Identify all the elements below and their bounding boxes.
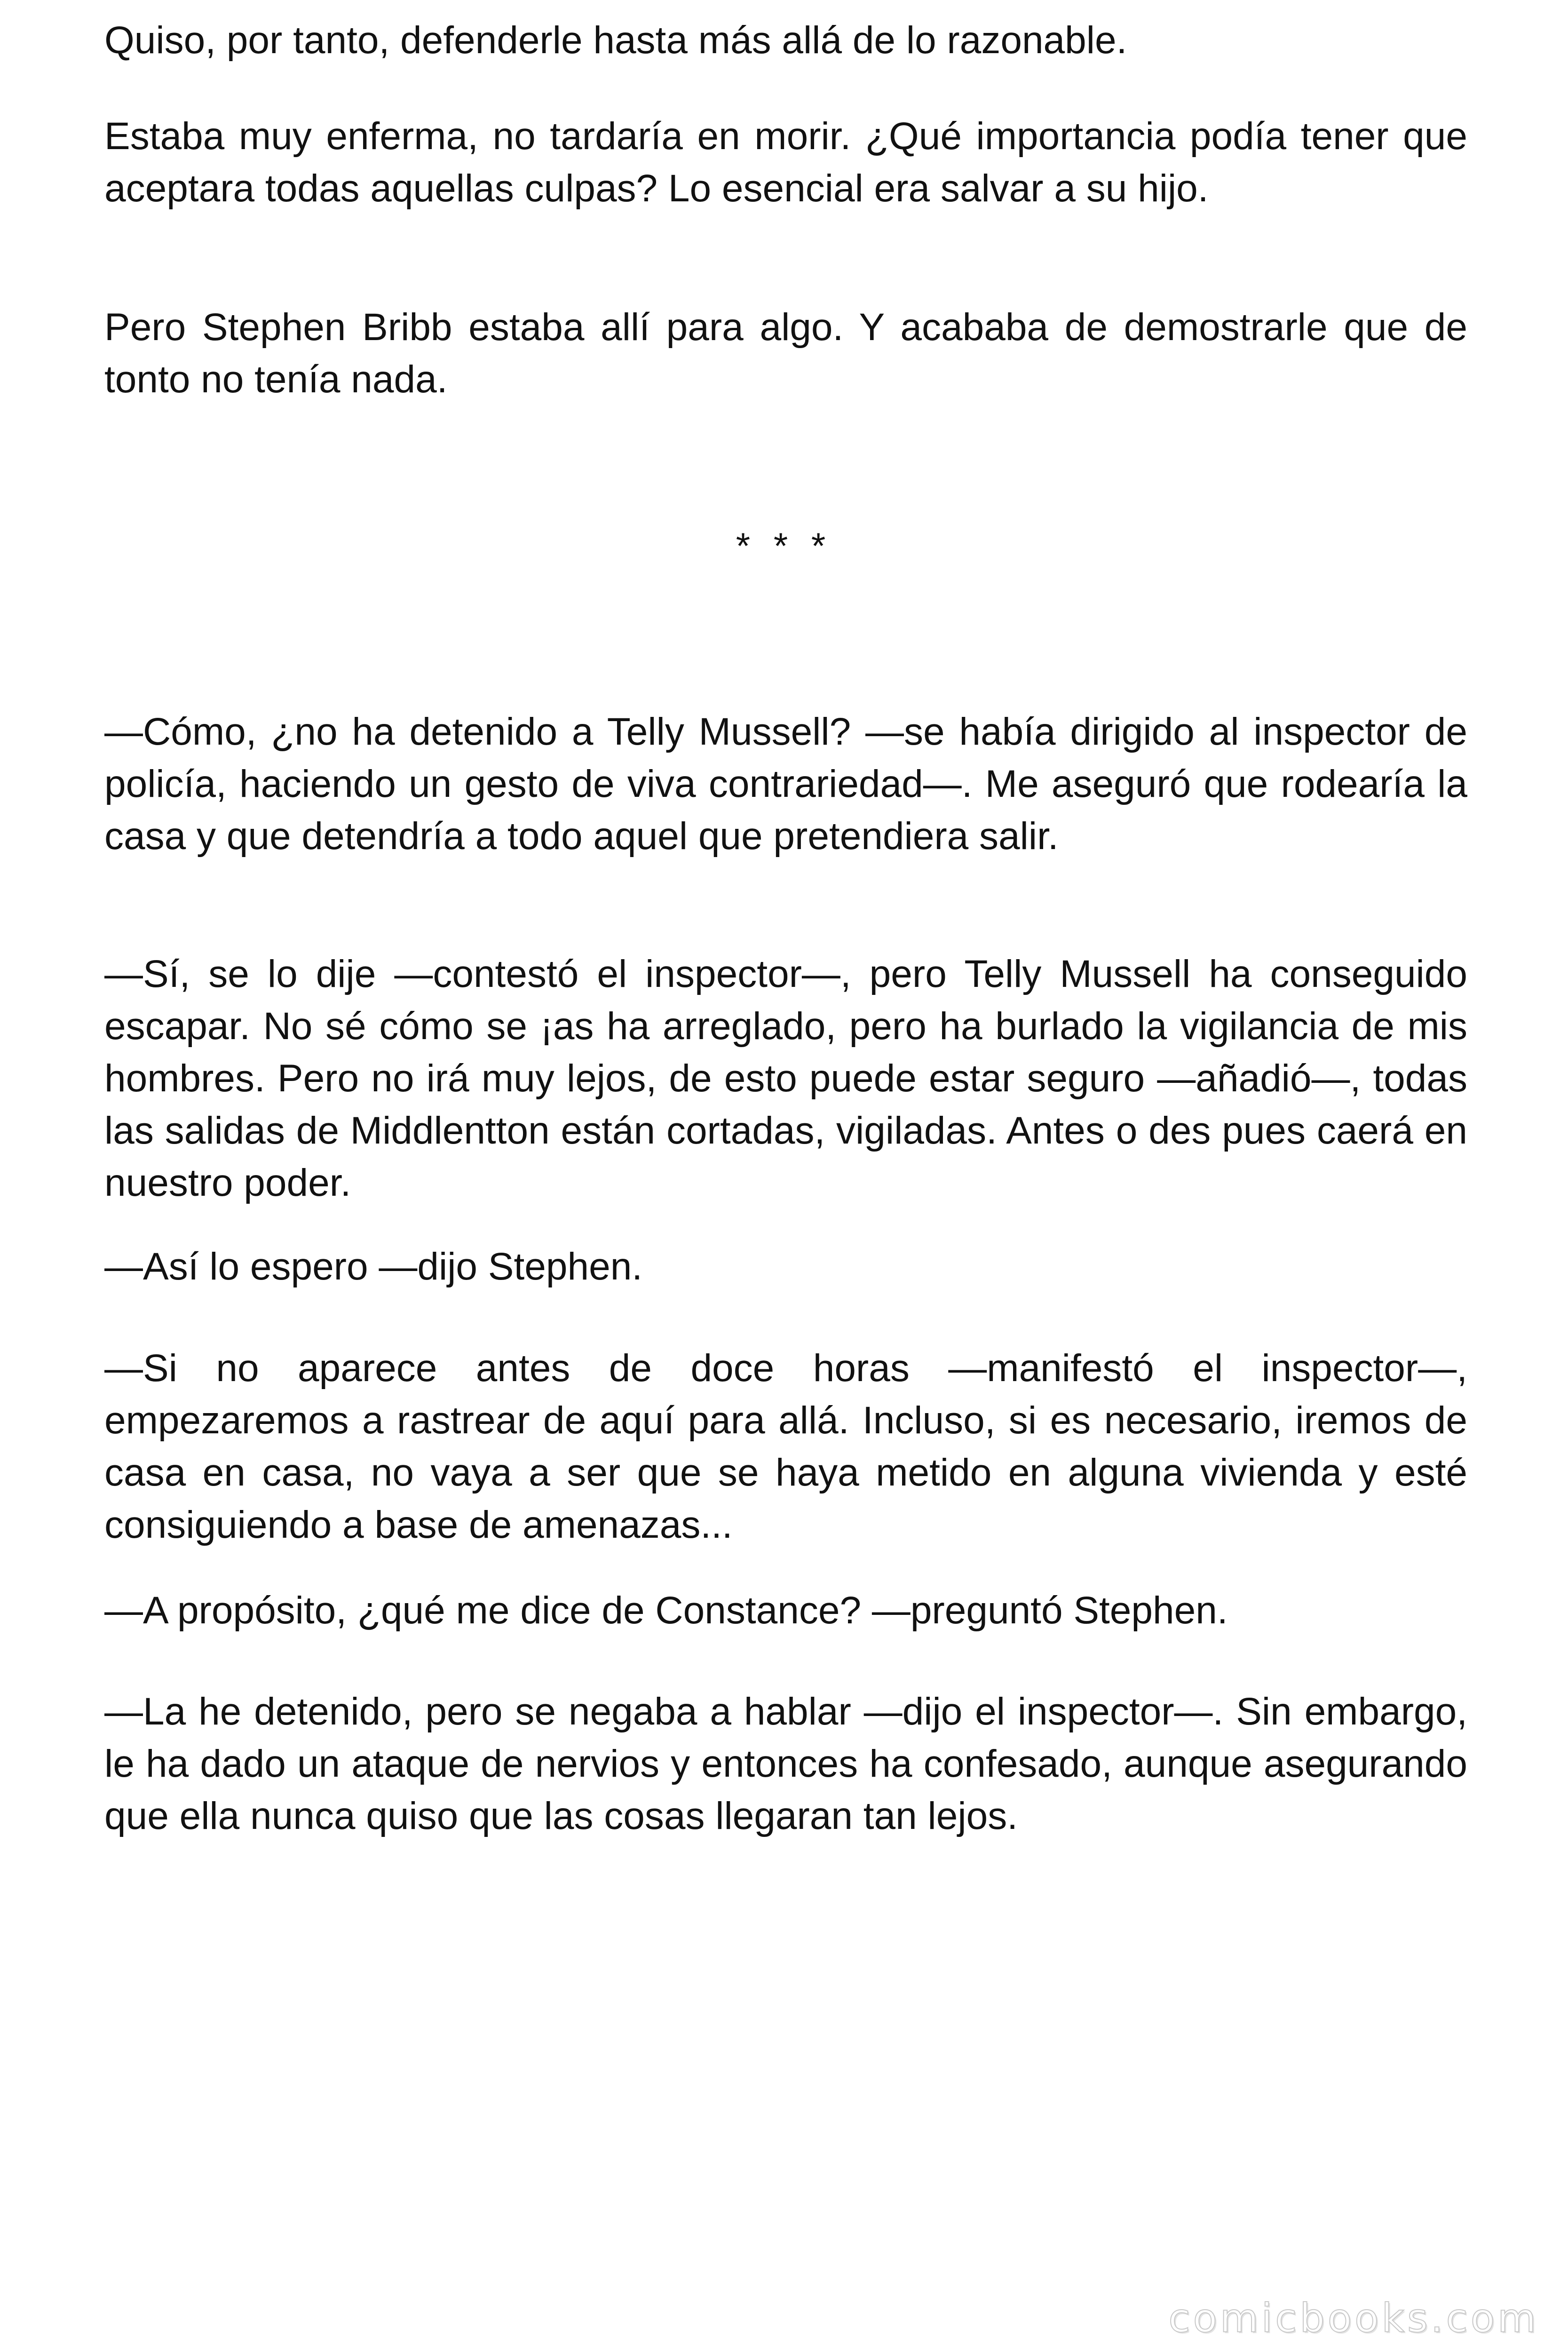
paragraph-9: —La he detenido, pero se negaba a hablar —dijo el inspector—. Sin embargo, le ha dado un ataque de nervios y entonces ha confesado, aunque asegurando que ella nunca quiso que las cosas llegaran tan lejos. [104,1690,1467,1837]
paragraph-3: Pero Stephen Bribb estaba allí para algo. Y acababa de demostrarle que de tonto no tenía nada. [104,306,1467,401]
paragraph-2: Estaba muy enferma, no tardaría en morir. ¿Qué importancia podía tener que aceptara todas aquellas culpas? Lo esencial era salvar a su hijo. [104,115,1467,210]
paragraph-5: —Sí, se lo dije —contestó el inspector—, pero Telly Mussell ha conseguido escapar. No sé cómo se ¡as ha arreglado, pero ha burlado la vigilancia de mis hombres. Pero no irá muy lejos, de esto puede estar seguro —añadió—, todas las salidas de Middlentton están cortadas, vigiladas. Antes o des pues caerá en nuestro poder. [104,953,1467,1204]
section-separator: * * * [736,525,832,566]
paragraph-8: —A propósito, ¿qué me dice de Constance? —preguntó Stephen. [104,1589,1228,1632]
paragraph-6: —Así lo espero —dijo Stephen. [104,1245,643,1288]
paragraph-4: —Cómo, ¿no ha detenido a Telly Mussell? —se había dirigido al inspector de policía, haciendo un gesto de viva contrariedad—. Me aseguró que rodearía la casa y que detendría a todo aquel que pretendiera salir. [104,710,1467,858]
paragraph-1: Quiso, por tanto, defenderle hasta más allá de lo razonable. [104,19,1127,62]
watermark: comicbooks.com [1168,2295,1539,2341]
paragraph-7: —Si no aparece antes de doce horas —manifestó el inspector—, empezaremos a rastrear de aquí para allá. Incluso, si es necesario, iremos de casa en casa, no vaya a ser que se haya metido en alguna vivienda y esté consiguiendo a base de amenazas... [104,1347,1467,1546]
